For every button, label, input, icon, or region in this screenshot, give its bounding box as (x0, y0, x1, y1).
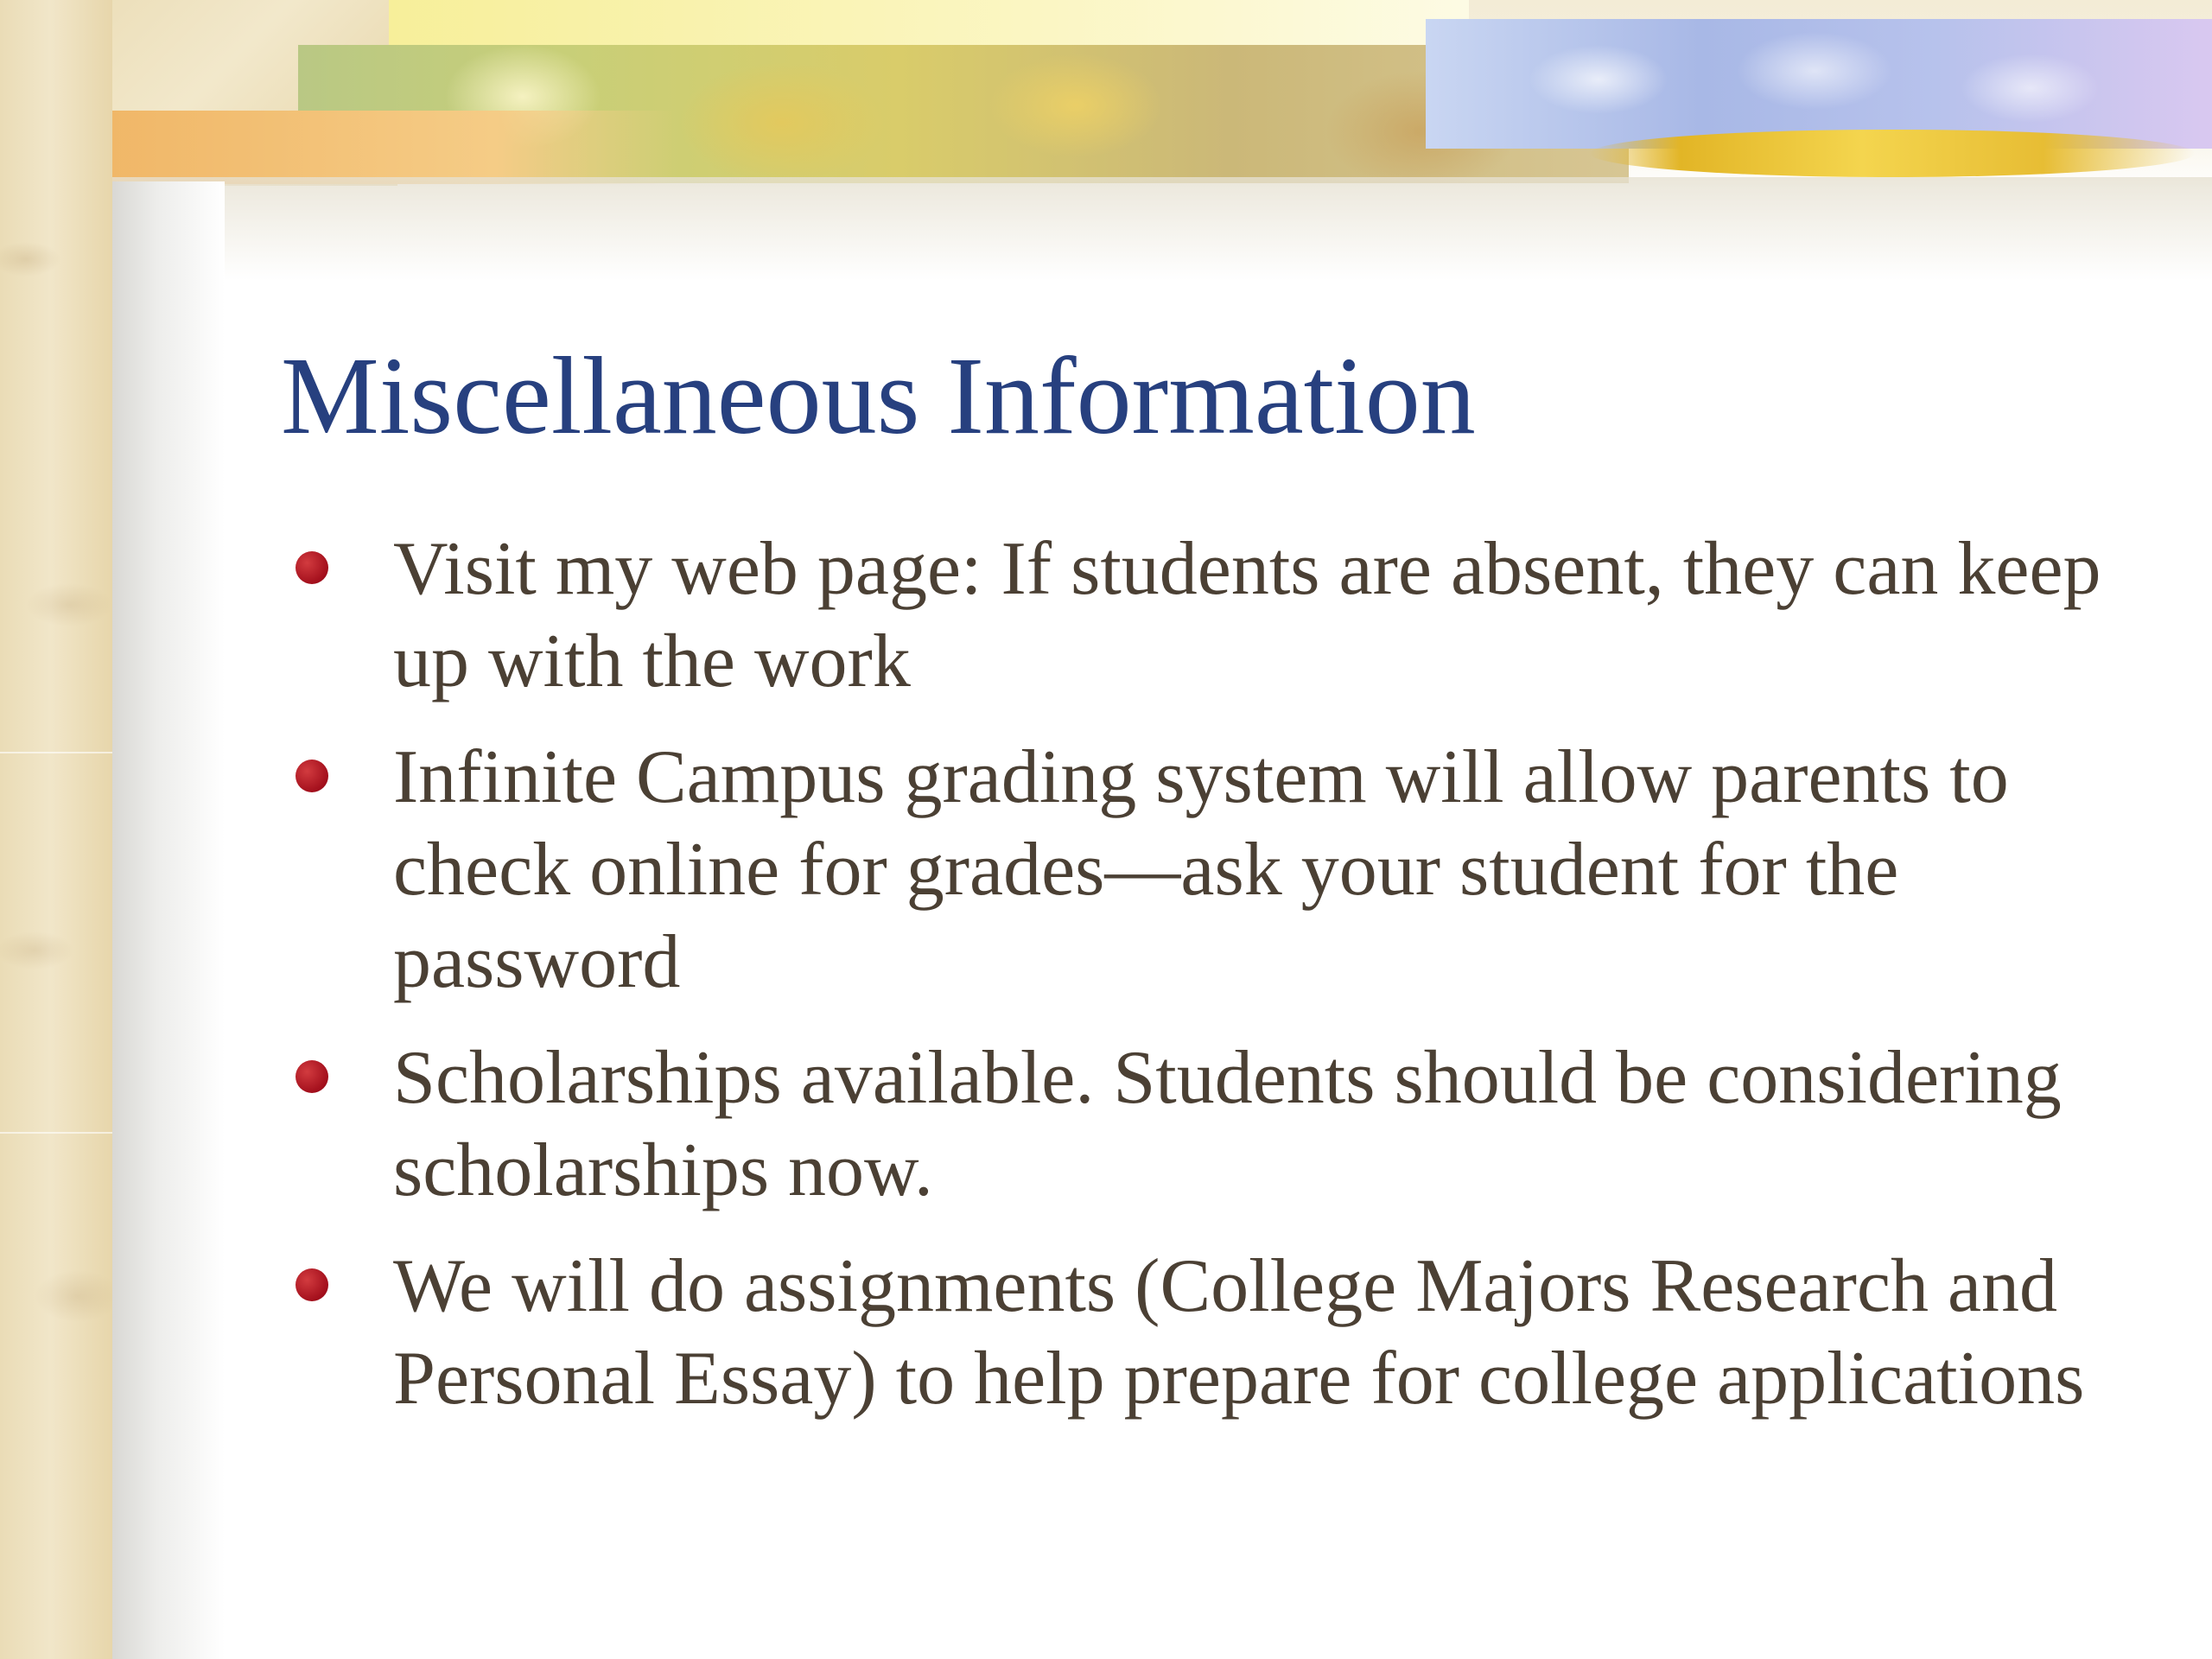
bullet-item (285, 731, 2169, 1008)
banner-blue-flowers-image (1426, 19, 2212, 149)
left-strip-shadow (112, 181, 225, 1659)
strip-seam (0, 752, 112, 753)
bullet-dot-icon (296, 1060, 328, 1093)
bullet-text: Infinite Campus grading system will allow parents to check online for grades—ask your student for the password (393, 735, 2009, 1004)
bullet-item (285, 1032, 2169, 1217)
slide-title: Miscellaneous Information (281, 334, 1476, 457)
bullet-text: We will do assignments (College Majors Research and Personal Essay) to help prepare for college applications (393, 1244, 2085, 1421)
bullet-item (285, 1240, 2169, 1425)
bullet-text: Visit my web page: If students are absent, they can keep up with the work (393, 527, 2101, 703)
bullet-dot-icon (296, 551, 328, 584)
banner-gold-leaf-image (1590, 130, 2195, 177)
strip-seam (0, 1132, 112, 1134)
left-parchment-strip (0, 0, 112, 1659)
bullet-text: Scholarships available. Students should be considering scholarships now. (393, 1036, 2062, 1212)
bullet-dot-icon (296, 1268, 328, 1301)
banner-orange-strip (73, 111, 678, 184)
banner-yellow-strip (389, 0, 1469, 52)
banner-shadow (112, 177, 2212, 281)
bullet-dot-icon (296, 760, 328, 792)
bullet-item (285, 523, 2169, 708)
bullet-list (285, 523, 2169, 1448)
